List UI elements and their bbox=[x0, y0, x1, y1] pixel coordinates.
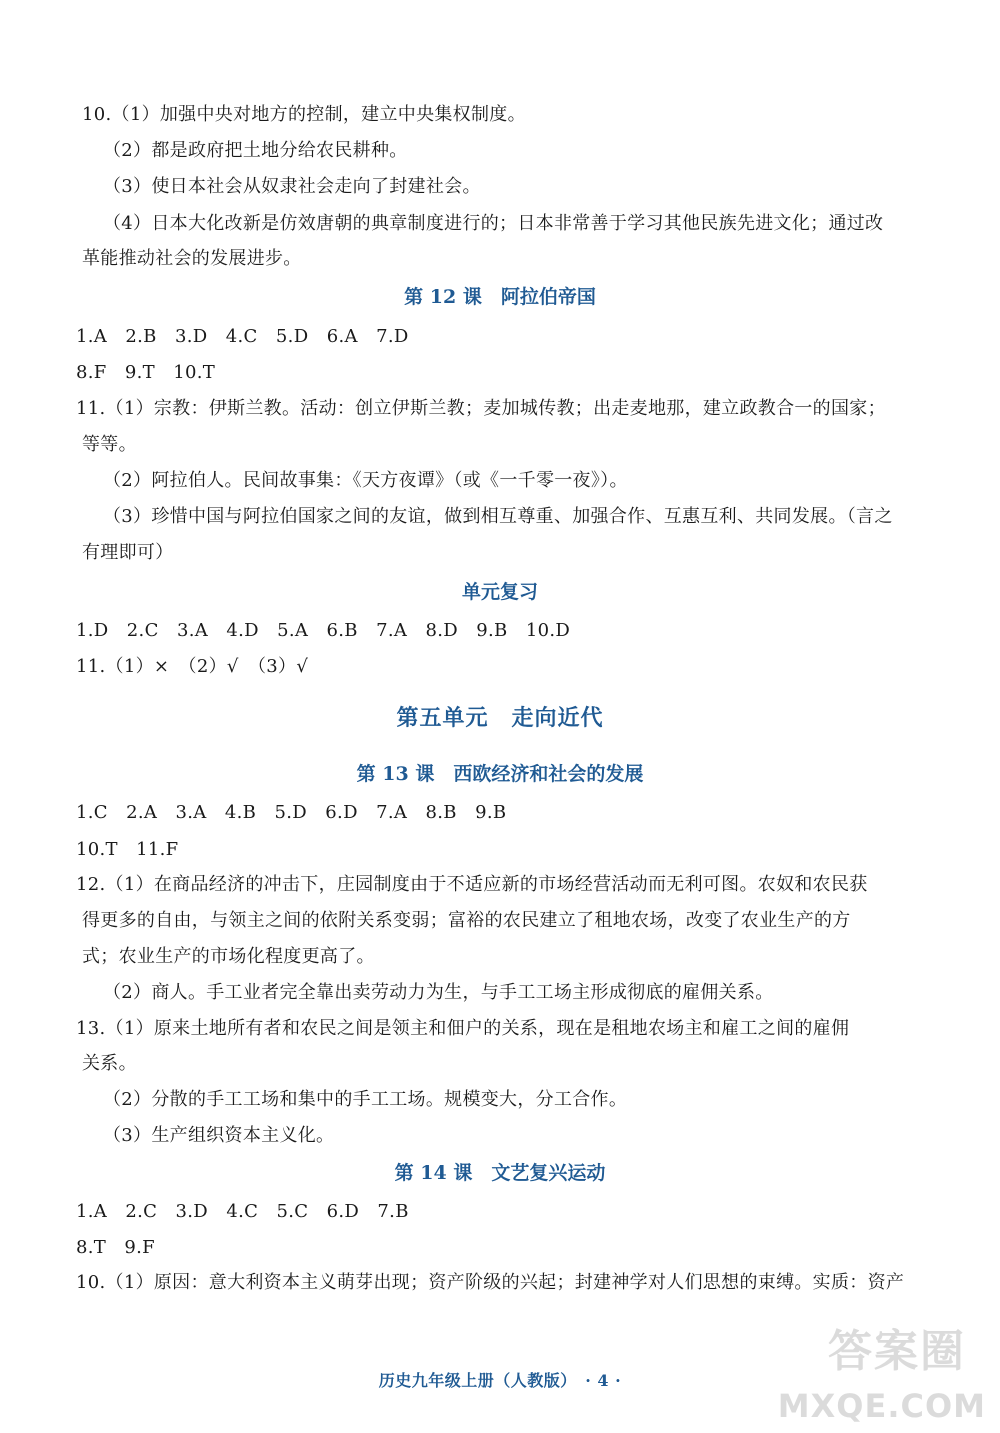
answer-line: 10.（1）原因：意大利资本主义萌芽出现；资产阶级的兴起；封建神学对人们思想的束缚。实质：资产 bbox=[76, 1272, 905, 1293]
answer-line: 等等。 bbox=[82, 434, 137, 455]
unit-review-heading: 单元复习 bbox=[461, 581, 538, 603]
answer-line: （2）商人。手工业者完全靠出卖劳动力为生，与手工工场主形成彻底的雇佣关系。 bbox=[103, 982, 774, 1003]
page-footer: 历史九年级上册（人教版） · 4 · bbox=[378, 1371, 622, 1390]
answer-line: 11.（1）宗教：伊斯兰教。活动：创立伊斯兰教；麦加城传教；出走麦地那，建立政教合一的国家； bbox=[76, 398, 886, 419]
answer-line: 1.D 2.C 3.A 4.D 5.A 6.B 7.A 8.D 9.B 10.D bbox=[76, 620, 571, 641]
lesson-heading: 第 13 课 西欧经济和社会的发展 bbox=[356, 763, 644, 785]
answer-line: 得更多的自由，与领主之间的依附关系变弱；富裕的农民建立了租地农场，改变了农业生产的方 bbox=[82, 910, 851, 931]
answer-line: 10.（1）加强中央对地方的控制，建立中央集权制度。 bbox=[82, 104, 526, 125]
answer-line: 1.C 2.A 3.A 4.B 5.D 6.D 7.A 8.B 9.B bbox=[76, 802, 507, 823]
lesson-heading: 第 14 课 文艺复兴运动 bbox=[394, 1162, 606, 1184]
unit-heading: 第五单元 走向近代 bbox=[396, 705, 604, 731]
answer-line: 1.A 2.C 3.D 4.C 5.C 6.D 7.B bbox=[76, 1201, 409, 1222]
answer-line: 1.A 2.B 3.D 4.C 5.D 6.A 7.D bbox=[76, 326, 409, 347]
answer-line: 有理即可） bbox=[82, 542, 174, 563]
answer-line: 革能推动社会的发展进步。 bbox=[82, 248, 302, 269]
answer-line: 12.（1）在商品经济的冲击下，庄园制度由于不适应新的市场经营活动而无利可图。农奴和农民获 bbox=[76, 874, 868, 895]
answer-line: 关系。 bbox=[82, 1053, 137, 1074]
answer-line: 8.T 9.F bbox=[76, 1237, 155, 1258]
answer-line: （3）生产组织资本主义化。 bbox=[103, 1125, 335, 1146]
answer-line: （4）日本大化改新是仿效唐朝的典章制度进行的；日本非常善于学习其他民族先进文化；通过改 bbox=[103, 213, 884, 234]
watermark-logo bbox=[777, 1315, 986, 1425]
answer-line: （3）使日本社会从奴隶社会走向了封建社会。 bbox=[103, 176, 481, 197]
answer-line: 10.T 11.F bbox=[76, 839, 179, 860]
answer-line: （3）珍惜中国与阿拉伯国家之间的友谊，做到相互尊重、加强合作、互惠互利、共同发展。（言之 bbox=[103, 506, 893, 527]
watermark-url: MXQE.COM bbox=[777, 1387, 986, 1425]
answer-line: （2）分散的手工工场和集中的手工工场。规模变大，分工合作。 bbox=[103, 1089, 628, 1110]
answer-line: 式；农业生产的市场化程度更高了。 bbox=[82, 946, 375, 967]
answer-line: （2）都是政府把土地分给农民耕种。 bbox=[103, 140, 408, 161]
answer-line: （2）阿拉伯人。民间故事集：《天方夜谭》（或《一千零一夜》）。 bbox=[103, 470, 628, 491]
answer-line: 11.（1）× （2）√ （3）√ bbox=[76, 656, 309, 677]
watermark-text: 答案圈 bbox=[828, 1326, 966, 1377]
answer-line: 8.F 9.T 10.T bbox=[76, 362, 216, 383]
answer-line: 13.（1）原来土地所有者和农民之间是领主和佃户的关系，现在是租地农场主和雇工之间的雇佣 bbox=[76, 1018, 850, 1039]
lesson-heading: 第 12 课 阿拉伯帝国 bbox=[404, 286, 596, 308]
